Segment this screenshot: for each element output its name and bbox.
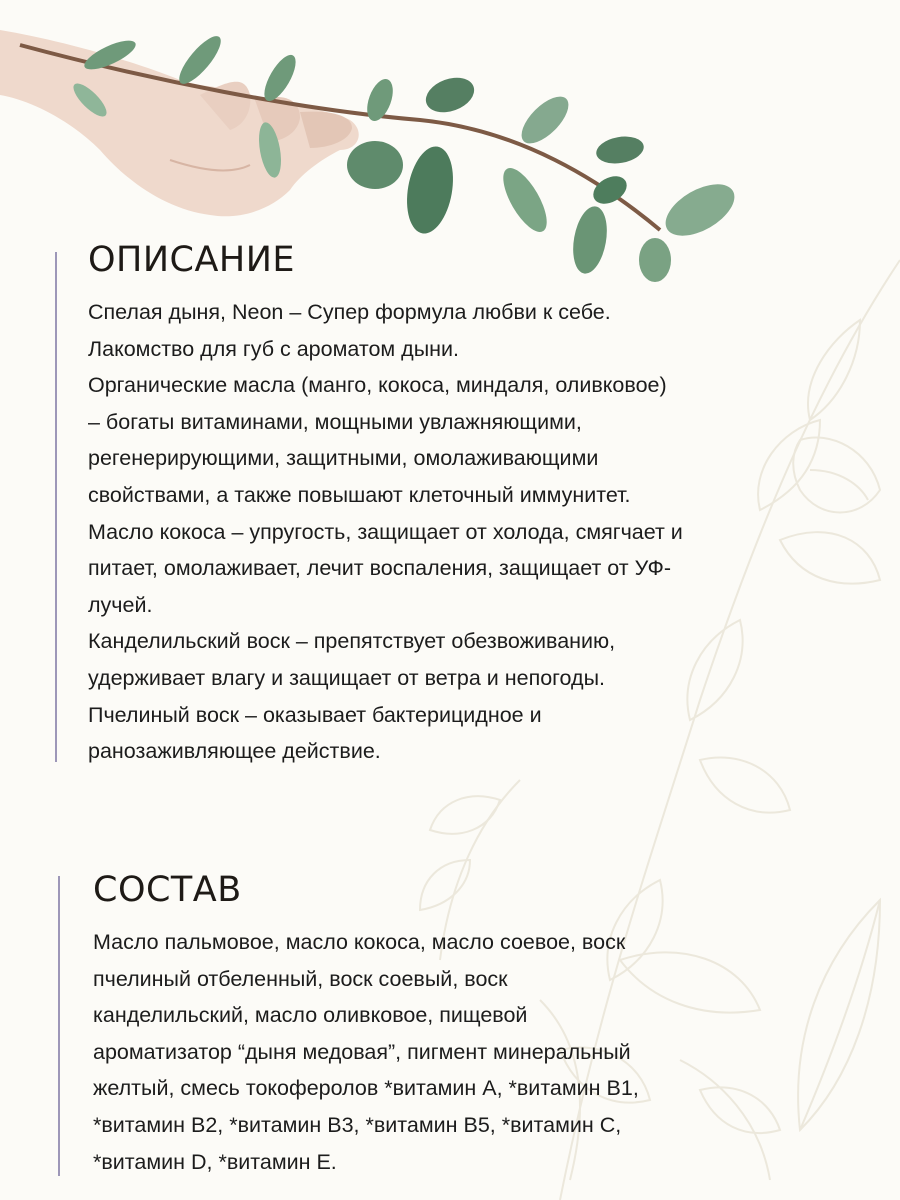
description-line: свойствами, а также повышают клеточный иммунитет. — [88, 482, 631, 507]
composition-text — [93, 924, 873, 1180]
composition-line: Масло пальмовое, масло кокоса, масло соевое, воск — [93, 930, 626, 954]
description-line: питает, омолаживает, лечит воспаления, защищает от УФ- — [88, 556, 672, 581]
composition-line: желтый, смесь токоферолов *витамин А, *витамин В1, — [93, 1076, 639, 1101]
composition-accent-bar — [58, 876, 60, 1176]
description-line: – богаты витаминами, мощными увлажняющими, — [88, 409, 582, 434]
description-line: Пчелиный воск – оказывает бактерицидное и — [88, 702, 542, 727]
description-line: Органические масла (манго, кокоса, миндаля, оливковое) — [88, 373, 667, 398]
description-line: Лакомство для губ с ароматом дыни. — [88, 336, 460, 361]
description-line: лучей. — [88, 592, 153, 617]
composition-section — [93, 870, 873, 1180]
description-accent-bar — [55, 252, 57, 762]
composition-line: канделильский, масло оливковое, пищевой — [93, 1003, 528, 1028]
description-heading: ОПИСАНИЕ — [88, 240, 296, 280]
composition-line: *витамин В2, *витамин В3, *витамин В5, *витамин С, — [93, 1112, 622, 1137]
description-line: ранозаживляющее действие. — [88, 739, 381, 764]
description-line: Спелая дыня, Neon – Супер формула любви к себе. — [88, 300, 611, 324]
description-line: удерживает влагу и защищает от ветра и непогоды. — [88, 665, 605, 690]
description-line: Канделильский воск – препятствует обезвоживанию, — [88, 629, 616, 654]
composition-line: *витамин D, *витамин Е. — [93, 1149, 337, 1174]
composition-heading: СОСТАВ — [93, 870, 242, 910]
description-line: Масло кокоса – упругость, защищает от холода, смягчает и — [88, 519, 683, 544]
composition-line: ароматизатор “дыня медовая”, пигмент минеральный — [93, 1039, 631, 1064]
composition-line: пчелиный отбеленный, воск соевый, воск — [93, 966, 508, 991]
description-line: регенерирующими, защитными, омолаживающими — [88, 446, 599, 471]
description-section — [88, 240, 878, 770]
description-text — [88, 294, 878, 770]
